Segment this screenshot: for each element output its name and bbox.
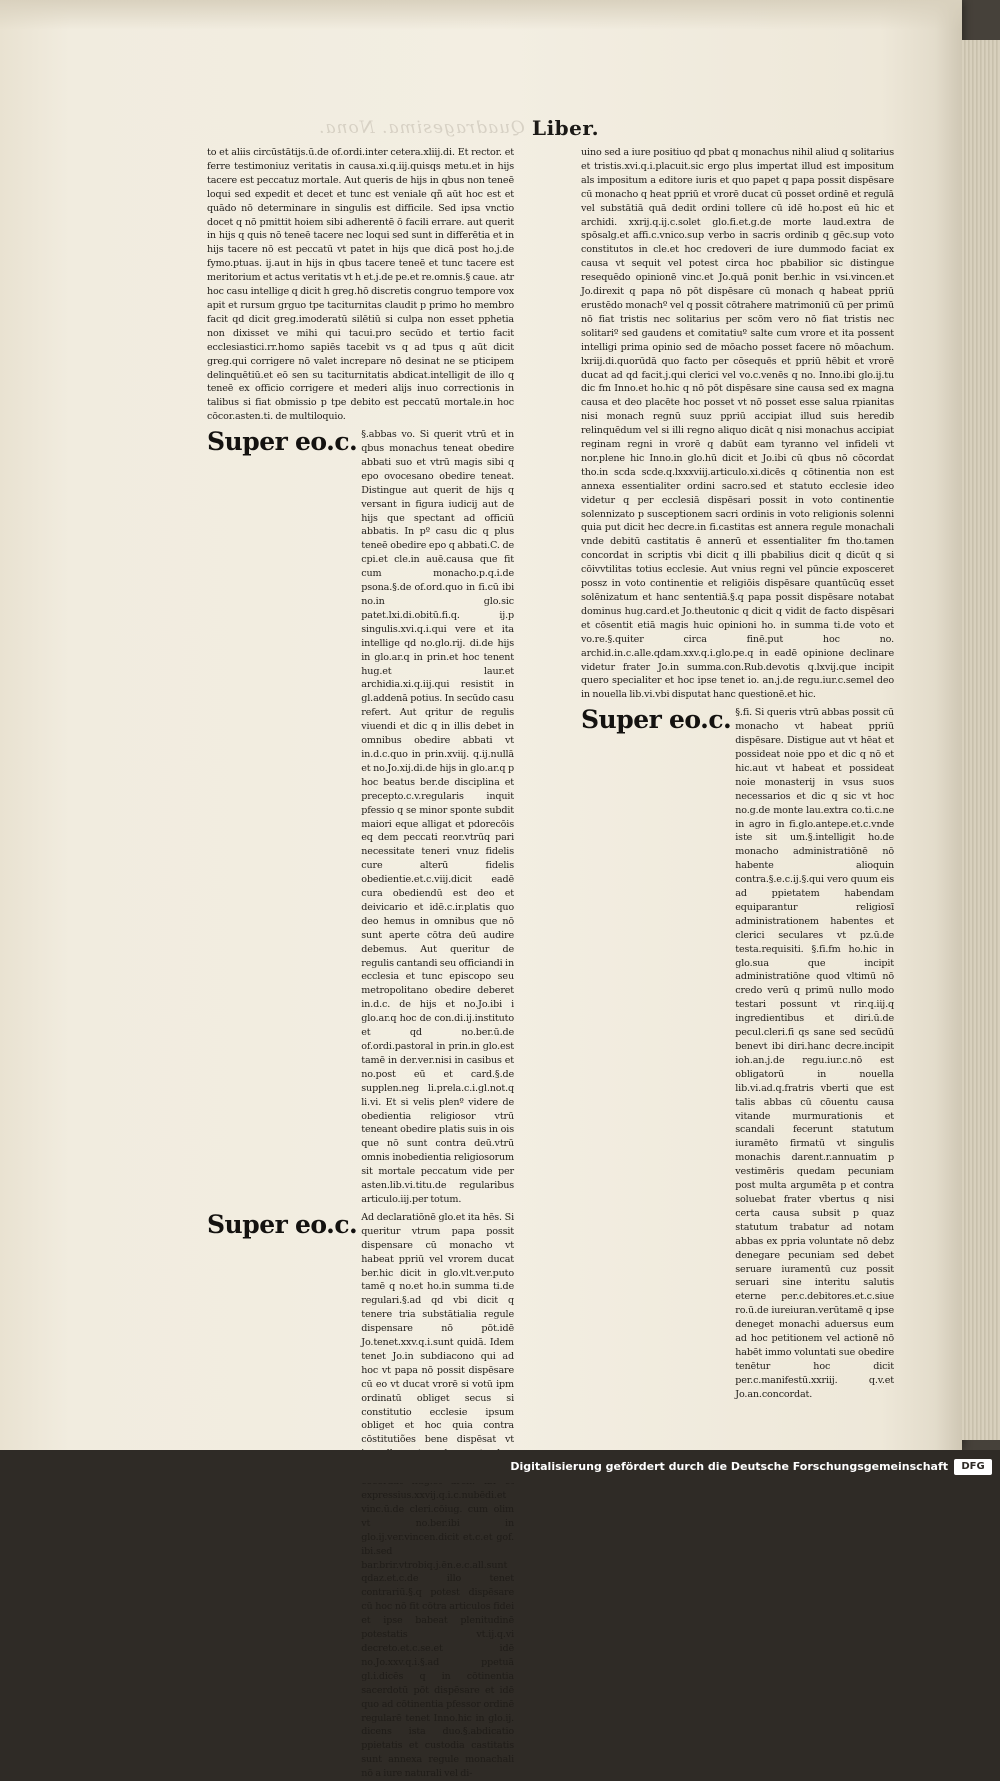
rubric-paragraph (581, 706, 894, 1401)
rubric-body: Ad declaratiōnē glo.et ita hēs. Si queritur vtrum papa possit dispensare cū monacho vt habeat ppriū vel vrorem ducat ber.hic dicit in glo.vlt.ver.puto tamē q no.et ho.in summa ti.de regulari.§.ad qd vbi dicit q tenere tria substātialia regule dispensare nō pōt.idē Jo.tenet.xxv.q.i.sunt quidā. Idem tenet Jo.in subdiacono qui ad hoc vt papa nō possit dispēsare cū eo vt ducat vrorē si votū ipm ordinatū obliget secus si constitutio ecclesie ipsum obliget et hoc quia contra cōstitutiões bene dispēsat vt expressius.xxvij.q.i.c.nubēdi.et vinc.ū.de cleri.cōiug. cum olim vt no.ber.ibi in glo.ij.ver.vincen.dicit et.c.et gof. ibi.sed bar.brir.vtrobiq.j.ēn.e.c.all.sunt qdaz.et.c.de illo tenet contrariū.§.q potest dispēsare cū hoc nō fit cōtra articulos fidei et ipse babeat plenitudinē potestatis vt.ij.q.vi decreto.et.c.se.et idē no.Jo.xxv.q.i.§.ad ppetuā gl.i.dicēs q in cōtinentia sacerdotū pōt dispēsare et idē quo ad cōtinentia pfessor ordinē regularē tenet Inno.hic in glo.ij. dicens ista duo.§.abdicatio ppietatis et custodia castitatis sunt annexa regule monachali nō a iure naturali vel di- (361, 1211, 514, 1780)
text-block: to et aliis circūstātijs.ū.de of.ordi.inter cetera.xliij.di. Et rector. et ferre testimoniuz veritatis in causa.xi.q.iij.quisqs metu.et in hijs tacere est peccatuz mortale. Aut queris de hijs in qbus non teneē loqui sed expedit et decet et tunc est veniale qñ aūt hoc est et quādo nō determinare in singulis est difficile. Sed ipsa vnctio docet q nō pmittit hoiem sibi adherentē ō facili errare. aut querit in hijs q quis nō teneē tacere nec loqui sed sunt in differētia et in hijs tacere nō est peccatū vt patet in hijs que dicā post ho.j.de fymo.ptuas. ij.aut in hijs in qbus tacere teneē et tunc tacere est meritorium et actus veritatis vt h et.j.de pe.et re.omnis.§ caue. atr hoc casu intellige q dicit h greg.hō discretis congruo tempore vox apit et rursum grguo tpe taciturnitas claudit p primo ho membro facit qd dicit greg.imoderatū silētiū si culpa non esset pphetia non dixisset ve mihi qui tacui.pro secūdo et tertio facit ecclesiastici.rr.homo sapiēs tacebit vs q ad tpus q aūt dicit greg.qui corrigere nō valet increpare nō desinat ne se pticipem delinquētiū.et eō sen su taciturnitatis abdicat.intelligit de illo q teneē ex officio corrigere et mederi alijs inuo correctionis in talibus si fiat obmissio p tpe debito est peccatū mortale.in hoc cōcor.asten.ti. de multiloquio. (207, 147, 514, 423)
running-head: Liber. (532, 116, 600, 140)
text-block: uino sed a iure positiuo qd pbat q monachus nihil aliud q solitarius et tristis.xvi.q.i.placuit.sic ergo plus impertat illud est impositum als impositum a editore iuris et quo papet q papa possit dispēsare cū monacho q heat ppriū et vrorē ducat cū posset ordinē et regulā vel substātiā quā dedit ordini tollere cū idē ho.post eū hic et archidi. xxrij.q.ij.c.solet glo.fi.et.g.de morte laud.extra de spōsalg.et affi.c.vnico.sup verbo in sacris ordinib q gēc.sup voto constitutos in cle.et hoc credoveri de iure dummodo faciat ex causa vt sequit vel potest circa hoc pbabilior sic distingue resequēdo opinionē vinc.et Jo.quā ponit ber.hic in vsi.vincen.et Jo.direxit q papa nō pōt dispēsare cū monach q habeat ppriū erustēdo monachº vel q possit cōtrahere matrimoniū cū per primū nō fiat tristis nec solitarius per scōm vero nō fiat tristis nec solitariº sed gaudens et comitatiuº salte cum vrore et ita possent intelligi prima opinio sed de mōacho posset facere nō mōachum. lxriij.di.quorūdā quo facto per cōsequēs et ppriū hēbit et vrorē ducat ad qd facit.j.qui clerici vel vo.c.venēs q no. Inno.ibi glo.ij.tu dic fm Inno.et ho.hic q nō pōt dispēsare sine causa sed ex magna causa et deo placēte hoc posset vt nō posset esse salua rpianitas nisi monach regnū suuz ppriū accipiat illud suis heredib relinquēdum vel si illi regno aliquo dicāt q nisi monachus accipiat reginam regni in vrorē q dabūt eam tyranno vel infideli vt nor.plene hic Inno.in glo.hū dicit et Jo.ibi cū qbus nō cōcordat tho.in scda scde.q.lxxxviij.articulo.xi.dicēs q cōtinentia non est annexa essentialiter ordini sacro.sed et statuto ecclesie ideo videtur q per ecclesiā dispēsari possit in voto continentie solennizato p susceptionem sacri ordinis in voto religionis solenni quia put dicit hec decre.in fi.castitas est annera regule monachali vnde debitū castitatis ē annerū et essentialiter fm tho.tamen concordat in scriptis vbi dicit q illi pbabilius dicit q dicūt q si cōivvtilitas totius ecclesie. Aut vnius regni vel pūncie exposceret possz in voto continentie et religiōis dispēsare quantūcūq esset solēnizatum et hanc sententiā.§.q papa possit dispēsare notabat dominus hug.card.et Jo.theutonic q dicit q vidit de facto dispēsari et cōsentit etiā magis huic opinioni ho. in summa ti.de voto et vo.re.§.quiter circa finē.put hoc no. archid.in.c.alle.qdam.xxv.q.i.glo.pe.q in eadē opinione declinare videtur frater Jo.in summa.con.Rub.devotis q.lxvij.que incipit quero specialiter et hoc ipse tenet io. an.j.de regu.iur.c.semel deo in nouella lib.vi.vbi disputat hanc questionē.et hic. (581, 147, 894, 701)
show-through-heading: Quadragesima. Nona. (318, 118, 525, 138)
rubric-body: §.fi. Si queris vtrū abbas possit cū monacho vt habeat ppriū dispēsare. Distigue aut vt hēat et possideat noie ppo et dic q nō et hic.aut vt habeat et possideat noie monasterij in vsus suos necessarios et dic q sic vt hoc no.g.de monte lau.extra co.ti.c.ne in agro in fi.glo.antepe.et.c.vnde iste sit um.§.intelligit ho.de monacho administratiōnē nō habente alioquin contra.§.e.c.ij.§.qui vero quum eis ad ppietatem habendam equiparantur religiosī administrationem habentes et clerici seculares vt pz.ū.de testa.requisiti. §.fi.fm ho.hic in glo.sua que incipit administratiōne quod vltimū nō credo verū q primū nullo modo testari possunt vt rir.q.iij.q ingredientibus et diri.ū.de pecul.cleri.fi qs sane sed secūdū benevt ibi diri.hanc decre.incipit ioh.an.j.de regu.iur.c.nō est obligatorū in nouella lib.vi.ad.q.fratris vberti que est talis abbas cū cōuentu causa vitande murmurationis et scandali fecerunt statutum iuramēto firmatū vt singulis monachis darent.r.annuatim p vestimēris quedam pecuniam post multa argumēta p et contra soluebat frater vbertus q nisi certa causa subsit p quaz statutum trabatur ad notam abbas ex ppria voluntate nō debz denegare pecuniam sed debet seruare iuramentū cuz possit seruari sine interitu salutis eterne per.c.debitores.et.c.siue ro.ū.de iureiuran.verūtamē q ipse deneget monachi aduersus eum ad hoc petitionem vel actionē nō habēt immo voluntati sue obedire tenētur hoc dicit per.c.manifestū.xxriij. q.v.et Jo.an.concordat. (735, 707, 894, 1400)
rubric-paragraph (207, 1211, 514, 1781)
page-edges (962, 40, 1000, 1440)
rubric-body: §.abbas vo. Si querit vtrū et in qbus monachus teneat obedire abbati suo et vtrū magis sibi q epo ovocesano obedire teneat. Distingue aut querit de hijs q versant in figura iudicij aut de hijs que spectant ad officiū abbatis. In pº casu dic q plus teneē obedire epo q abbati.C. de cpi.et cle.in auē.causa que fit cum monacho.p.q.i.de psona.§.de of.ord.quo in fi.cū ibi no.in glo.sic patet.lxi.di.obitū.fi.q. ij.p singulis.xvi.q.i.qui vere et ita intellige qd no.glo.rij. di.de hijs in glo.ar.q in prin.et hoc tenent hug.et laur.et archidia.xi.q.iij.qui resistit in gl.addenā potius. In secūdo casu refert. Aut qritur de regulis viuendi et dic q in illis debet in omnibus obedire abbati vt in.d.c.quo in prin.xviij. q.ij.nullā et no.Jo.xij.di.de hijs in glo.ar.q p hoc beatus ber.de disciplina et precepto.c.v.regularis inquit pfessio q se minor sponte subdit maiori eque alligat et pdorecōis eq dem peccati reor.vtrūq pari necessitate teneri vnuz fidelis cure alterū fidelis obedientie.et.c.viij.dicit eadē cura obediendū est deo et deivicario et idē.c.ir.platis quo deo hemus in omnibus que nō sunt aperte cōtra deū audire debemus. Aut queritur de regulis cantandi seu officiandi in ecclesia et tunc episcopo seu metropolitano obedire deberet in.d.c. de hijs et no.Jo.ibi i glo.ar.q hoc de con.di.ij.instituto et qd no.ber.ū.de of.ordi.pastoral in prin.in glo.est tamē in der.ver.nisi in casibus et no.post eū et card.§.de supplen.neg li.prela.c.i.gl.not.q li.vi. Et si velis plenº videre de obedientia religiosor vtrū teneant obedire platis suis in ois que nō sunt contra deū.vtrū omnis inobedientia religiosorum sit mortale peccatum vide per asten.lib.vi.titu.de regularibus articulo.iij.per totum. (361, 429, 514, 1205)
rubric-heading: Super eo.c. (581, 705, 732, 735)
rubric-heading: Super eo.c. (207, 427, 358, 457)
rubric-paragraph (207, 428, 514, 1207)
dfg-logo: DFG (954, 1459, 992, 1475)
funding-notice: Digitalisierung gefördert durch die Deutsche Forschungsgemeinschaft (510, 1460, 948, 1473)
footer-bar (0, 1450, 1000, 1483)
rubric-heading: Super eo.c. (207, 1209, 358, 1239)
scan-shadow (0, 0, 962, 30)
right-text-column (581, 146, 894, 1400)
left-text-column (207, 146, 514, 1780)
